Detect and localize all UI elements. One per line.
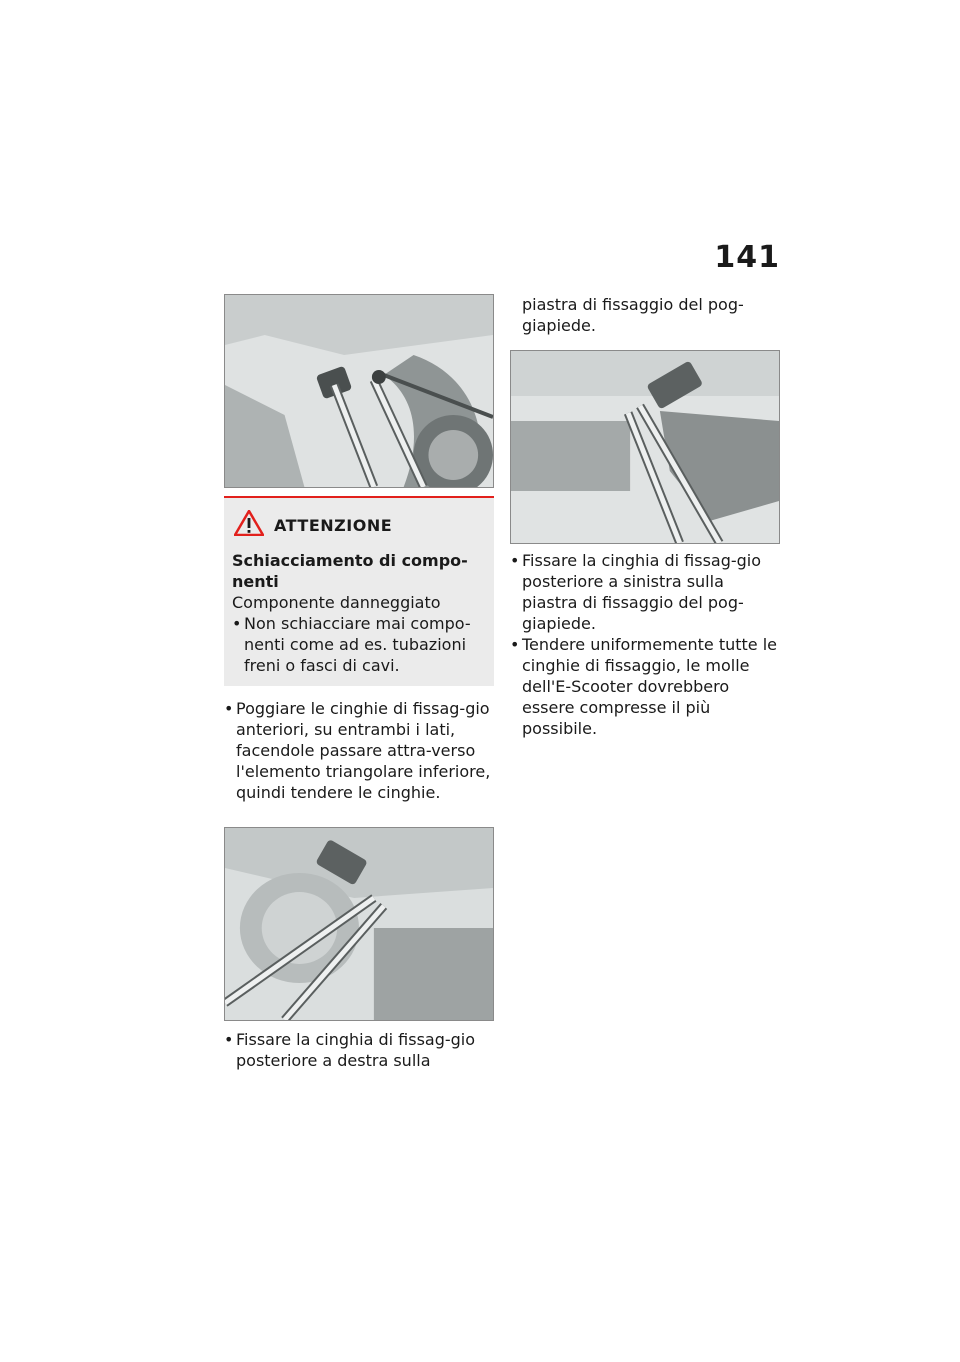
photo-front-strap: [224, 294, 494, 488]
step-continuation: piastra di fissaggio del pog-giapiede.: [522, 295, 744, 335]
warning-triangle-icon: [234, 510, 264, 540]
step-rear-right: [224, 1029, 494, 1071]
page-number: 141: [714, 240, 780, 275]
bullet-dot: •: [510, 551, 520, 570]
step-front-straps: [224, 698, 494, 803]
right-column: [510, 294, 780, 739]
step-text: Fissare la cinghia di fissag-gio posteriore a sinistra sulla piastra di fissaggio del pog-giapiede.: [522, 551, 762, 633]
photo-rear-right-strap: [224, 827, 494, 1021]
step-text: Poggiare le cinghie di fissag-gio anteriori, su entrambi i lati, facendole passare attra-verso l'elemento triangolare inferiore, quindi tendere le cinghie.: [236, 699, 491, 802]
bullet-dot: •: [224, 1030, 234, 1049]
step-text: Fissare la cinghia di fissag-gio posteriore a destra sulla: [236, 1030, 476, 1070]
warning-box: [224, 496, 494, 686]
bullet-dot: •: [224, 699, 234, 718]
left-column: [224, 294, 494, 1071]
step-rear-left: [510, 550, 780, 634]
warning-item: • Non schiacciare mai compo-nenti come ad es. tubazioni freni o fasci di cavi.: [232, 613, 486, 676]
warning-title: ATTENZIONE: [274, 515, 393, 535]
warning-subtitle: Schiacciamento di compo-nenti: [232, 551, 468, 591]
bullet-dot: •: [510, 635, 520, 654]
step-text: Tendere uniformemente tutte le cinghie di fissaggio, le molle dell'E-Scooter dovrebbero essere compresse il più possibile.: [522, 635, 778, 738]
step-tension: [510, 634, 780, 739]
warning-consequence: Componente danneggiato: [232, 593, 441, 612]
photo-rear-left-strap: [510, 350, 780, 544]
